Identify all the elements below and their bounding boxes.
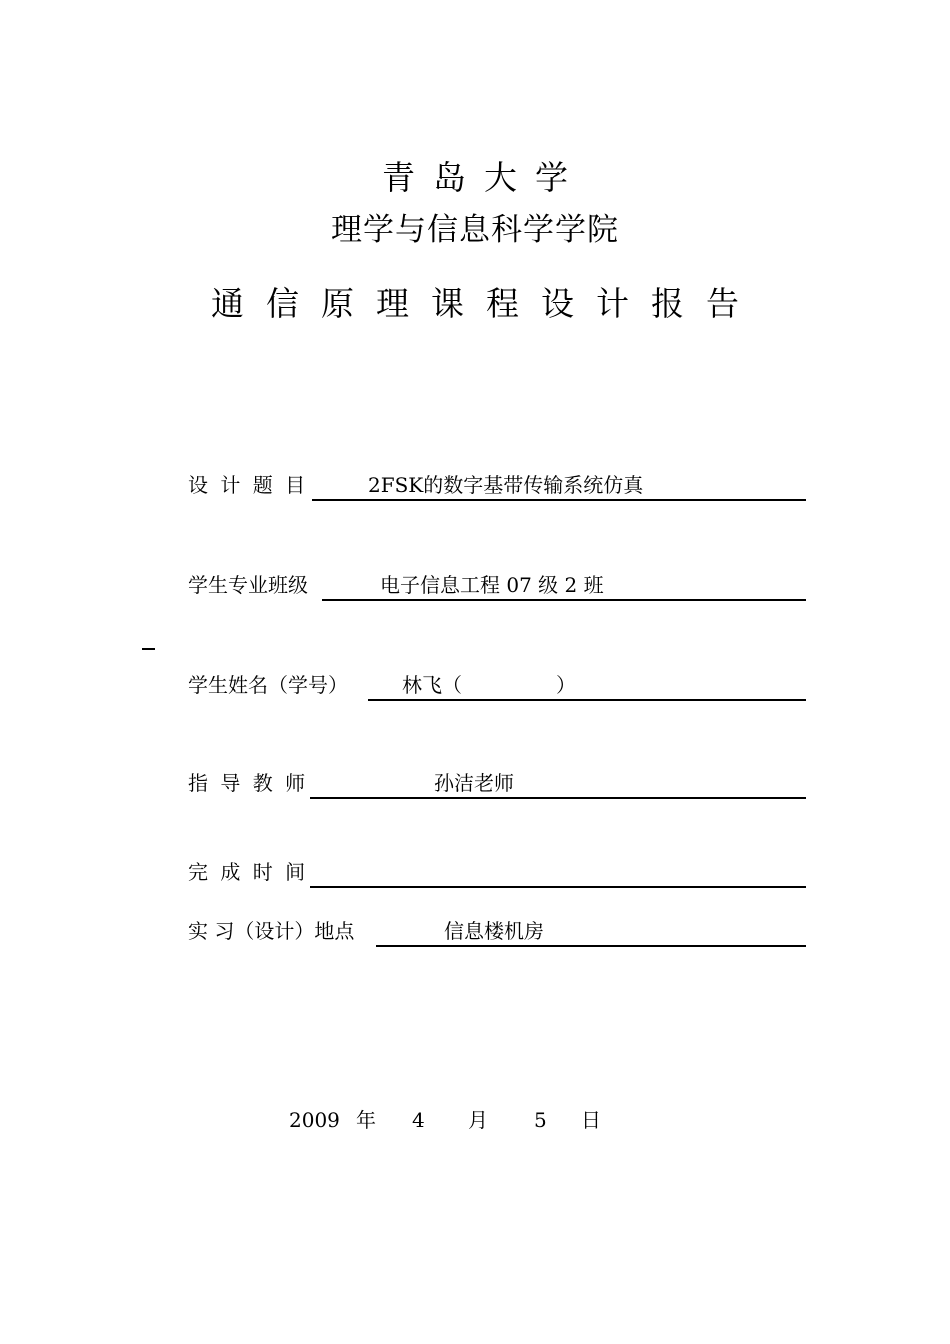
report-title: 通信原理课程设计报告 xyxy=(211,284,761,323)
date-day-unit: 日 xyxy=(581,1108,601,1132)
date-year: 2009 xyxy=(289,1108,340,1132)
margin-dash xyxy=(142,648,155,650)
student-name-value: 林飞（ xyxy=(402,673,462,697)
major-class-value: 电子信息工程 07 级 2 班 xyxy=(380,573,604,597)
major-class-label: 学生专业班级 xyxy=(188,573,308,597)
location-value: 信息楼机房 xyxy=(444,919,544,943)
date-month-unit: 月 xyxy=(468,1108,488,1132)
date-month: 4 xyxy=(412,1108,425,1132)
university-name: 青岛大学 xyxy=(382,158,586,197)
location-underline xyxy=(376,921,806,947)
date-year-unit: 年 xyxy=(356,1108,376,1132)
design-topic-label: 设 计 题 目 xyxy=(188,473,309,497)
student-name-label: 学生姓名（学号） xyxy=(188,673,348,697)
student-id-close-paren: ） xyxy=(556,673,576,697)
advisor-value: 孙洁老师 xyxy=(434,771,514,795)
completion-time-underline xyxy=(310,862,806,888)
advisor-underline xyxy=(310,773,806,799)
completion-time-label: 完 成 时 间 xyxy=(188,860,309,884)
design-topic-value: 2FSK的数字基带传输系统仿真 xyxy=(368,473,644,497)
college-name: 理学与信息科学学院 xyxy=(331,212,619,248)
advisor-label: 指 导 教 师 xyxy=(188,771,309,795)
location-label: 实 习（设计）地点 xyxy=(188,919,355,943)
date-day: 5 xyxy=(534,1108,547,1132)
